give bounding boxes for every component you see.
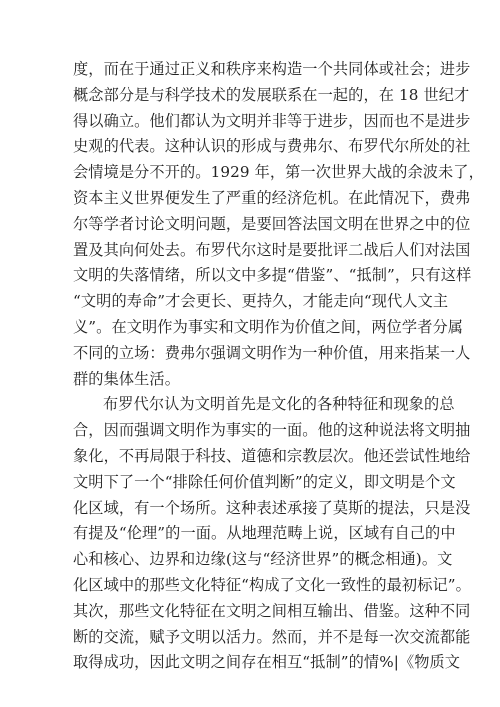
text-line: 概念部分是与科学技术的发展联系在一起的，在 18 世纪才 bbox=[73, 85, 470, 104]
text-line: 合，因而强调文明作为事实的一面。他的这种说法将文明抽 bbox=[73, 421, 471, 440]
text-line: 会情境是分不开的。1929 年，第一次世界大战的余波未了， bbox=[73, 163, 484, 182]
document-page bbox=[73, 57, 484, 676]
text-line: 化区域中的那些文化特征“构成了文化一致性的最初标记”。 bbox=[73, 575, 471, 594]
text-line: 心和核心、边界和边缘(这与“经济世界”的概念相通)。文 bbox=[73, 550, 453, 569]
text-line: 取得成功，因此文明之间存在相互“抵制”的情%|《物质文 bbox=[73, 653, 461, 672]
text-line: 不同的立场：费弗尔强调文明作为一种价值，用来指某一人 bbox=[73, 343, 471, 362]
text-line: 尔等学者讨论文明问题，是要回答法国文明在世界之中的位 bbox=[73, 214, 471, 233]
text-line: 义”。在文明作为事实和文明作为价值之间，两位学者分属 bbox=[73, 317, 464, 336]
text-line: 化区域，有一个场所。这种表述承接了莫斯的提法，只是没 bbox=[73, 498, 471, 517]
text-line: 断的交流，赋予文明以活力。然而，并不是每一次交流都能 bbox=[73, 627, 471, 646]
text-line: 文明下了一个“排除任何价值判断”的定义，即文明是个文 bbox=[73, 472, 456, 491]
text-line: 文明的失落情绪，所以文中多提“借鉴”、“抵制”，只有这样 bbox=[73, 266, 472, 285]
text-line: 布罗代尔认为文明首先是文化的各种特征和现象的总 bbox=[103, 395, 455, 414]
text-line: 置及其向何处去。布罗代尔这时是要批评二战后人们对法国 bbox=[73, 240, 471, 259]
text-line: 群的集体生活。 bbox=[73, 369, 181, 388]
paragraph-2 bbox=[73, 392, 471, 676]
text-line: 其次，那些文化特征在文明之间相互输出、借鉴。这种不同 bbox=[73, 601, 471, 620]
text-line: 象化，不再局限于科技、道德和宗教层次。他还尝试性地给 bbox=[73, 446, 471, 465]
text-line: 史观的代表。这种认识的形成与费弗尔、布罗代尔所处的社 bbox=[73, 137, 471, 156]
paragraph-1 bbox=[73, 57, 484, 392]
text-line: “文明的寿命”才会更长、更持久，才能走向“现代人文主 bbox=[73, 292, 449, 311]
text-line: 资本主义世界便发生了严重的经济危机。在此情况下，费弗 bbox=[73, 188, 471, 207]
text-line: 度，而在于通过正义和秩序来构造一个共同体或社会；进步 bbox=[73, 60, 471, 78]
text-line: 有提及“伦理”的一面。从地理范畴上说，区域有自己的中 bbox=[73, 524, 456, 543]
text-line: 得以确立。他们都认为文明并非等于进步，因而也不是进步 bbox=[73, 111, 471, 130]
